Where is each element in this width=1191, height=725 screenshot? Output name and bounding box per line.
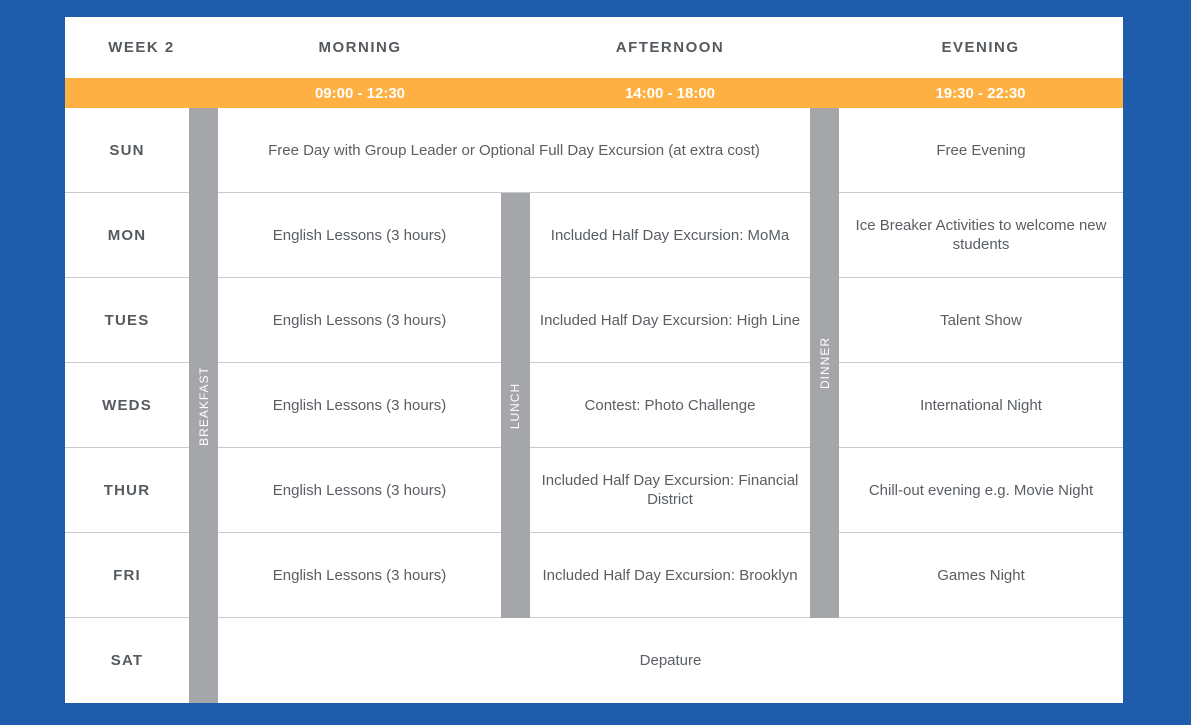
sun-evening-cell: Free Evening [936,141,1026,159]
mon-afternoon-cell: Included Half Day Excursion: MoMa [550,226,790,244]
sat-all-day-cell: Depature [639,652,702,669]
afternoon-time: 14:00 - 18:00 [624,84,716,102]
lunch-bar [501,193,530,618]
evening-heading: EVENING [941,39,1020,56]
weds-evening-cell: International Night [920,396,1042,414]
fri-afternoon-cell: Included Half Day Excursion: Brooklyn [542,566,798,584]
weds-afternoon-cell: Contest: Photo Challenge [584,396,756,414]
day-label-mon: MON [107,227,147,244]
thur-morning-cell: English Lessons (3 hours) [272,481,447,499]
dinner-label: DINNER [817,336,832,390]
day-label-sat: SAT [110,652,144,669]
fri-morning-cell: English Lessons (3 hours) [272,566,447,584]
tues-evening-cell: Talent Show [940,311,1022,329]
weekly-schedule-table [65,17,1123,703]
day-label-weds: WEDS [102,397,152,414]
week-heading: WEEK 2 [108,39,175,56]
mon-evening-cell: Ice Breaker Activities to welcome new students [855,217,1107,253]
morning-heading: MORNING [318,39,402,56]
thur-evening-cell: Chill-out evening e.g. Movie Night [868,481,1094,499]
mon-morning-cell: English Lessons (3 hours) [272,226,447,244]
tues-afternoon-cell: Included Half Day Excursion: High Line [539,311,801,329]
sun-full-day-cell: Free Day with Group Leader or Optional Full Day Excursion (at extra cost) [268,141,760,159]
weds-morning-cell: English Lessons (3 hours) [272,396,447,414]
breakfast-bar [189,108,218,703]
day-label-thur: THUR [103,482,151,499]
evening-time: 19:30 - 22:30 [935,84,1026,102]
breakfast-label: BREAKFAST [196,365,211,446]
thur-afternoon-cell: Included Half Day Excursion: Financial District [541,472,799,508]
day-label-sun: SUN [109,142,145,159]
tues-morning-cell: English Lessons (3 hours) [272,311,447,329]
day-label-tues: TUES [104,312,150,329]
lunch-label: LUNCH [508,382,523,429]
fri-evening-cell: Games Night [937,566,1025,584]
afternoon-heading: AFTERNOON [615,39,725,56]
dinner-bar [810,108,839,618]
morning-time: 09:00 - 12:30 [314,84,406,102]
day-label-fri: FRI [113,567,141,584]
